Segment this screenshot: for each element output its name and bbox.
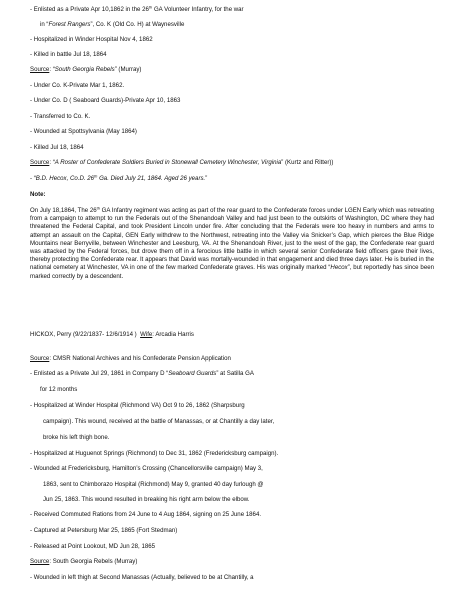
enlistment-line: - Enlisted as a Private Jul 29, 1861 in Company D “Seaboard Guards” at Satilla GA: [30, 370, 254, 377]
record-line: 1863, sent to Chimborazo Hospital (Richmond) May 9, granted 40 day furlough @: [43, 481, 264, 488]
record-line: - Wounded at Fredericksburg, Hamilton’s Crossing (Chancellorsville campaign) May 3,: [30, 465, 263, 472]
record-line: campaign). This wound, received at the battle of Manassas, or at Chantilly a day later,: [43, 418, 275, 425]
record-line: Jun 25, 1863. This wound resulted in breaking his right arm below the elbow.: [43, 496, 250, 503]
record-line: - Transferred to Co. K.: [30, 113, 91, 120]
record-line: - Received Commuted Rations from 24 June to 4 Aug 1864, signing on 25 June 1864.: [30, 511, 262, 518]
record-line: - Hospitalized at Huguenot Springs (Richmond) to Dec 31, 1862 (Fredericksburg campaign).: [30, 450, 279, 457]
wife-label: Wife: [140, 331, 153, 338]
record-line: - Hospitalized in Winder Hospital Nov 4, 1862: [30, 36, 153, 43]
company-line: in “Forest Rangers”, Co. K (Old Co. H) at Waynesville: [40, 21, 185, 28]
enlistment-line: - Enlisted as a Private Apr 10,1862 in the 26th GA Volunteer Infantry, for the war: [30, 4, 244, 13]
person-heading: HICKOX, Perry (9/22/1837- 12/6/1914 ) Wife: Arcadia Harris: [30, 331, 194, 338]
record-line: for 12 months: [40, 386, 78, 393]
source-line: Source: CMSR National Archives and his Confederate Pension Application: [30, 355, 231, 362]
record-line: - Under Co. K-Private Mar 1, 1862.: [30, 82, 125, 89]
record-line: - Wounded at Spottsylvania (May 1864): [30, 128, 137, 135]
note-heading: Note:: [30, 191, 46, 198]
source-label: Source: [30, 558, 50, 565]
record-line: - Hospitalized at Winder Hospital (Richmond VA) Oct 9 to 26, 1862 (Sharpsburg: [30, 402, 245, 409]
record-line: broke his left thigh bone.: [43, 434, 110, 441]
source-line: Source: “South Georgia Rebels” (Murray): [30, 66, 142, 73]
record-line: - Captured at Petersburg Mar 25, 1865 (Fort Stedman): [30, 527, 178, 534]
record-line: - Wounded in left thigh at Second Manassas (Actually, believed to be at Chantilly, a: [30, 574, 254, 581]
source-label: Source: [30, 159, 50, 166]
record-line: - Killed Jul 18, 1864: [30, 144, 84, 151]
note-paragraph: On July 18,1864, The 26th GA Infantry regiment was acting as part of the rear guard to the Confederate forces under LGEN Early which was retreating from a campaign to attempt to run the Federals out of the Shenandoah Valley and had just been to the outskirts of Washington, DC where they had threatened the Federal Capital, and took President Lincoln under fire. After concluding that the Federals were too heavy in numbers and arms to attempt an assault on the Capital, GEN Early withdrew to the Northwest, retreating into the Valley via Snicker’s Gap, which pierces the Blue Ridge Mountains near Berryville, between Winchester and Leesburg, VA. At the Shenandoah River, just to the west of the gap, the Confederate rear guard was attacked by the Federal forces, but drove them off in a ferocious little battle in which several senior Confederate field officers gave their lives, thereby protecting the Confederate rear. It appears that David was mortally-wounded in that engagement and died three days later. He is buried in the national cemetery at Winchester, VA in one of the few marked Confederate graves. His was originally marked “Hecox”, but reportedly has since been marked correctly by a descendent.: [30, 205, 434, 280]
headstone-quote-line: - “B.D. Hecox, Co.D. 26th Ga. Died July 21, 1864. Aged 26 years.”: [30, 173, 208, 182]
source-label: Source: [30, 66, 50, 73]
source-line: Source: “A Roster of Confederate Soldiers Buried in Stonewall Cemetery Winchester, Virginia” (Kurtz and Ritter)): [30, 159, 334, 166]
source-line: Source: South Georgia Rebels (Murray): [30, 558, 138, 565]
source-label: Source: [30, 355, 50, 362]
record-line: - Released at Point Lookout, MD Jun 28, 1865: [30, 543, 155, 550]
record-line: - Under Co. D ( Seaboard Guards)-Private Apr 10, 1863: [30, 97, 181, 104]
record-line: - Killed in battle Jul 18, 1864: [30, 51, 107, 58]
